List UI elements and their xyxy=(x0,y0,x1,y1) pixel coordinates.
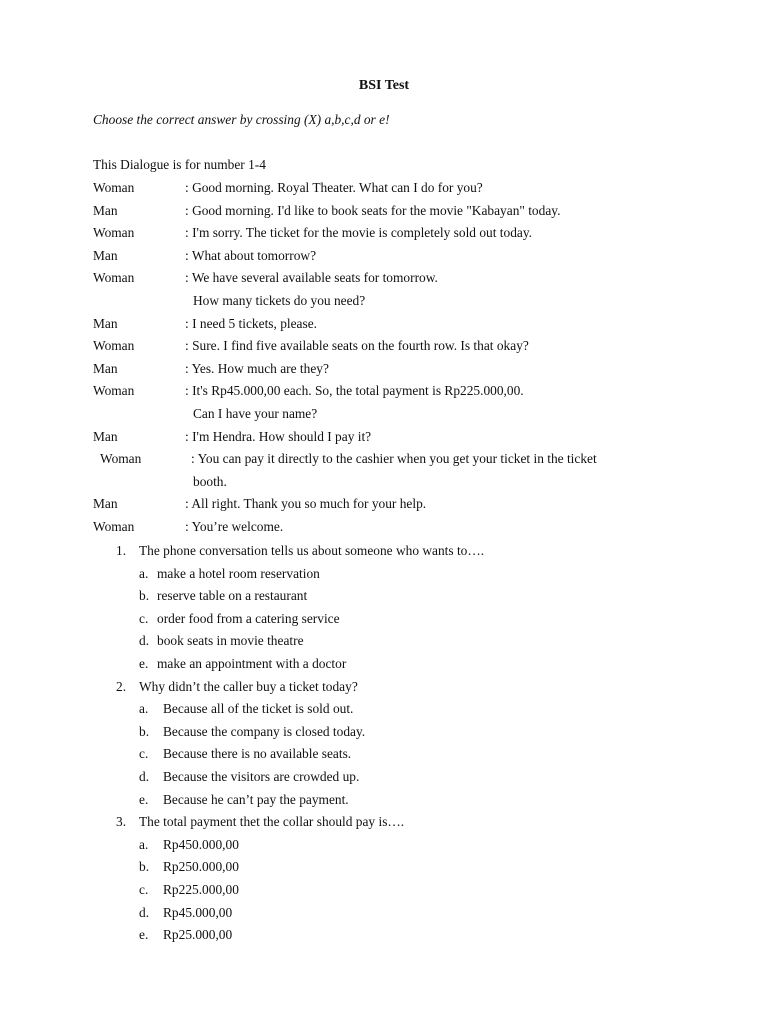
instruction-text: Choose the correct answer by crossing (X) a,b,c,d or e! xyxy=(93,112,390,127)
option-text: make a hotel room reservation xyxy=(157,565,320,581)
dialogue-speech: : Sure. I find five available seats on the fourth row. Is that okay? xyxy=(185,338,529,354)
dialogue-speech: : It's Rp45.000,00 each. So, the total payment is Rp225.000,00. xyxy=(185,383,524,399)
answer-option[interactable] xyxy=(0,566,768,586)
dialogue-speaker: Man xyxy=(93,360,118,376)
dialogue-line xyxy=(0,293,768,313)
option-text: Because he can’t pay the payment. xyxy=(163,791,349,807)
option-letter: e. xyxy=(139,791,149,807)
option-letter: c. xyxy=(139,746,149,762)
option-letter: c. xyxy=(139,882,149,897)
option-text: Rp45.000,00 xyxy=(163,904,233,920)
option-text: Rp250.000,00 xyxy=(163,859,239,875)
dialogue-speech: : You can pay it directly to the cashier when you get your ticket in the ticket xyxy=(191,451,597,467)
dialogue-continuation: Can I have your name? xyxy=(193,406,318,421)
dialogue-line xyxy=(0,225,768,245)
option-text: order food from a catering service xyxy=(157,610,340,626)
dialogue-speaker: Man xyxy=(93,247,118,263)
dialogue-speaker: Woman xyxy=(93,519,135,534)
dialogue-line xyxy=(0,474,768,494)
dialogue-speech: : You’re welcome. xyxy=(185,519,284,534)
option-letter: c. xyxy=(139,610,149,626)
dialogue-line xyxy=(0,496,768,516)
option-letter: a. xyxy=(139,836,149,852)
dialogue-line xyxy=(0,316,768,336)
answer-option[interactable] xyxy=(0,927,768,947)
dialogue-speaker: Woman xyxy=(93,383,135,399)
dialogue-speaker: Man xyxy=(93,315,118,331)
dialogue-line xyxy=(0,270,768,290)
answer-option[interactable] xyxy=(0,724,768,744)
answer-option[interactable] xyxy=(0,588,768,608)
answer-option[interactable] xyxy=(0,859,768,879)
question-number: 1. xyxy=(116,543,127,558)
question-number: 3. xyxy=(116,814,127,830)
dialogue-speech: : Good morning. I'd like to book seats for the movie "Kabayan" today. xyxy=(185,202,561,218)
dialogue-speaker: Woman xyxy=(93,225,135,241)
option-text: reserve table on a restaurant xyxy=(157,588,308,604)
option-letter: a. xyxy=(139,701,149,717)
option-text: Because the company is closed today. xyxy=(163,723,366,739)
dialogue-speech: : Yes. How much are they? xyxy=(185,360,329,376)
option-text: book seats in movie theatre xyxy=(157,633,304,649)
dialogue-speech: : I need 5 tickets, please. xyxy=(185,315,317,331)
answer-option[interactable] xyxy=(0,882,768,902)
answer-option[interactable] xyxy=(0,611,768,631)
dialogue-line xyxy=(0,248,768,268)
answer-option[interactable] xyxy=(0,656,768,676)
option-text: Because there is no available seats. xyxy=(163,746,352,762)
question-item xyxy=(0,814,768,834)
dialogue-speech: : All right. Thank you so much for your help. xyxy=(185,496,427,512)
dialogue-speaker: Woman xyxy=(93,338,135,354)
option-letter: b. xyxy=(139,588,150,604)
page-title: BSI Test xyxy=(358,78,410,93)
option-text: make an appointment with a doctor xyxy=(157,656,347,671)
question-item xyxy=(0,679,768,699)
question-text: The total payment thet the collar should pay is…. xyxy=(139,814,405,830)
option-text: Because the visitors are crowded up. xyxy=(163,769,360,784)
dialogue-speech: : We have several available seats for tomorrow. xyxy=(185,270,438,286)
dialogue-line xyxy=(0,180,768,200)
dialogue-line xyxy=(0,519,768,539)
dialogue-speaker: Woman xyxy=(93,180,135,195)
option-letter: a. xyxy=(139,565,149,581)
dialogue-continuation: booth. xyxy=(193,473,227,489)
dialogue-line xyxy=(0,203,768,223)
answer-option[interactable] xyxy=(0,746,768,766)
dialogue-line xyxy=(0,338,768,358)
option-text: Rp25.000,00 xyxy=(163,927,233,943)
option-letter: d. xyxy=(139,904,150,920)
dialogue-continuation: How many tickets do you need? xyxy=(193,293,366,308)
dialogue-line xyxy=(0,429,768,449)
dialogue-line xyxy=(0,361,768,381)
question-number: 2. xyxy=(116,678,127,694)
dialogue-line xyxy=(0,406,768,426)
option-text: Rp450.000,00 xyxy=(163,836,239,852)
dialogue-speaker: Man xyxy=(93,202,118,218)
answer-option[interactable] xyxy=(0,837,768,857)
dialogue-line xyxy=(0,383,768,403)
option-letter: b. xyxy=(139,723,150,739)
dialogue-intro: This Dialogue is for number 1-4 xyxy=(93,157,266,172)
answer-option[interactable] xyxy=(0,792,768,812)
option-letter: d. xyxy=(139,769,150,784)
dialogue-speech: : I'm sorry. The ticket for the movie is completely sold out today. xyxy=(185,225,533,241)
question-item xyxy=(0,543,768,563)
dialogue-speech: : Good morning. Royal Theater. What can I do for you? xyxy=(185,180,483,195)
answer-option[interactable] xyxy=(0,905,768,925)
dialogue-speaker: Woman xyxy=(93,270,135,286)
question-text: Why didn’t the caller buy a ticket today? xyxy=(139,678,358,694)
dialogue-line xyxy=(0,451,768,471)
answer-option[interactable] xyxy=(0,769,768,789)
dialogue-speech: : What about tomorrow? xyxy=(185,247,317,263)
option-text: Because all of the ticket is sold out. xyxy=(163,701,354,717)
option-letter: b. xyxy=(139,859,150,875)
dialogue-speaker: Man xyxy=(93,496,118,512)
question-text: The phone conversation tells us about someone who wants to…. xyxy=(139,543,485,558)
option-letter: d. xyxy=(139,633,150,649)
option-letter: e. xyxy=(139,927,149,943)
option-letter: e. xyxy=(139,656,149,671)
option-text: Rp225.000,00 xyxy=(163,882,239,897)
dialogue-speaker: Woman xyxy=(100,451,142,467)
answer-option[interactable] xyxy=(0,633,768,653)
dialogue-speaker: Man xyxy=(93,428,118,444)
dialogue-speech: : I'm Hendra. How should I pay it? xyxy=(185,428,372,444)
answer-option[interactable] xyxy=(0,701,768,721)
